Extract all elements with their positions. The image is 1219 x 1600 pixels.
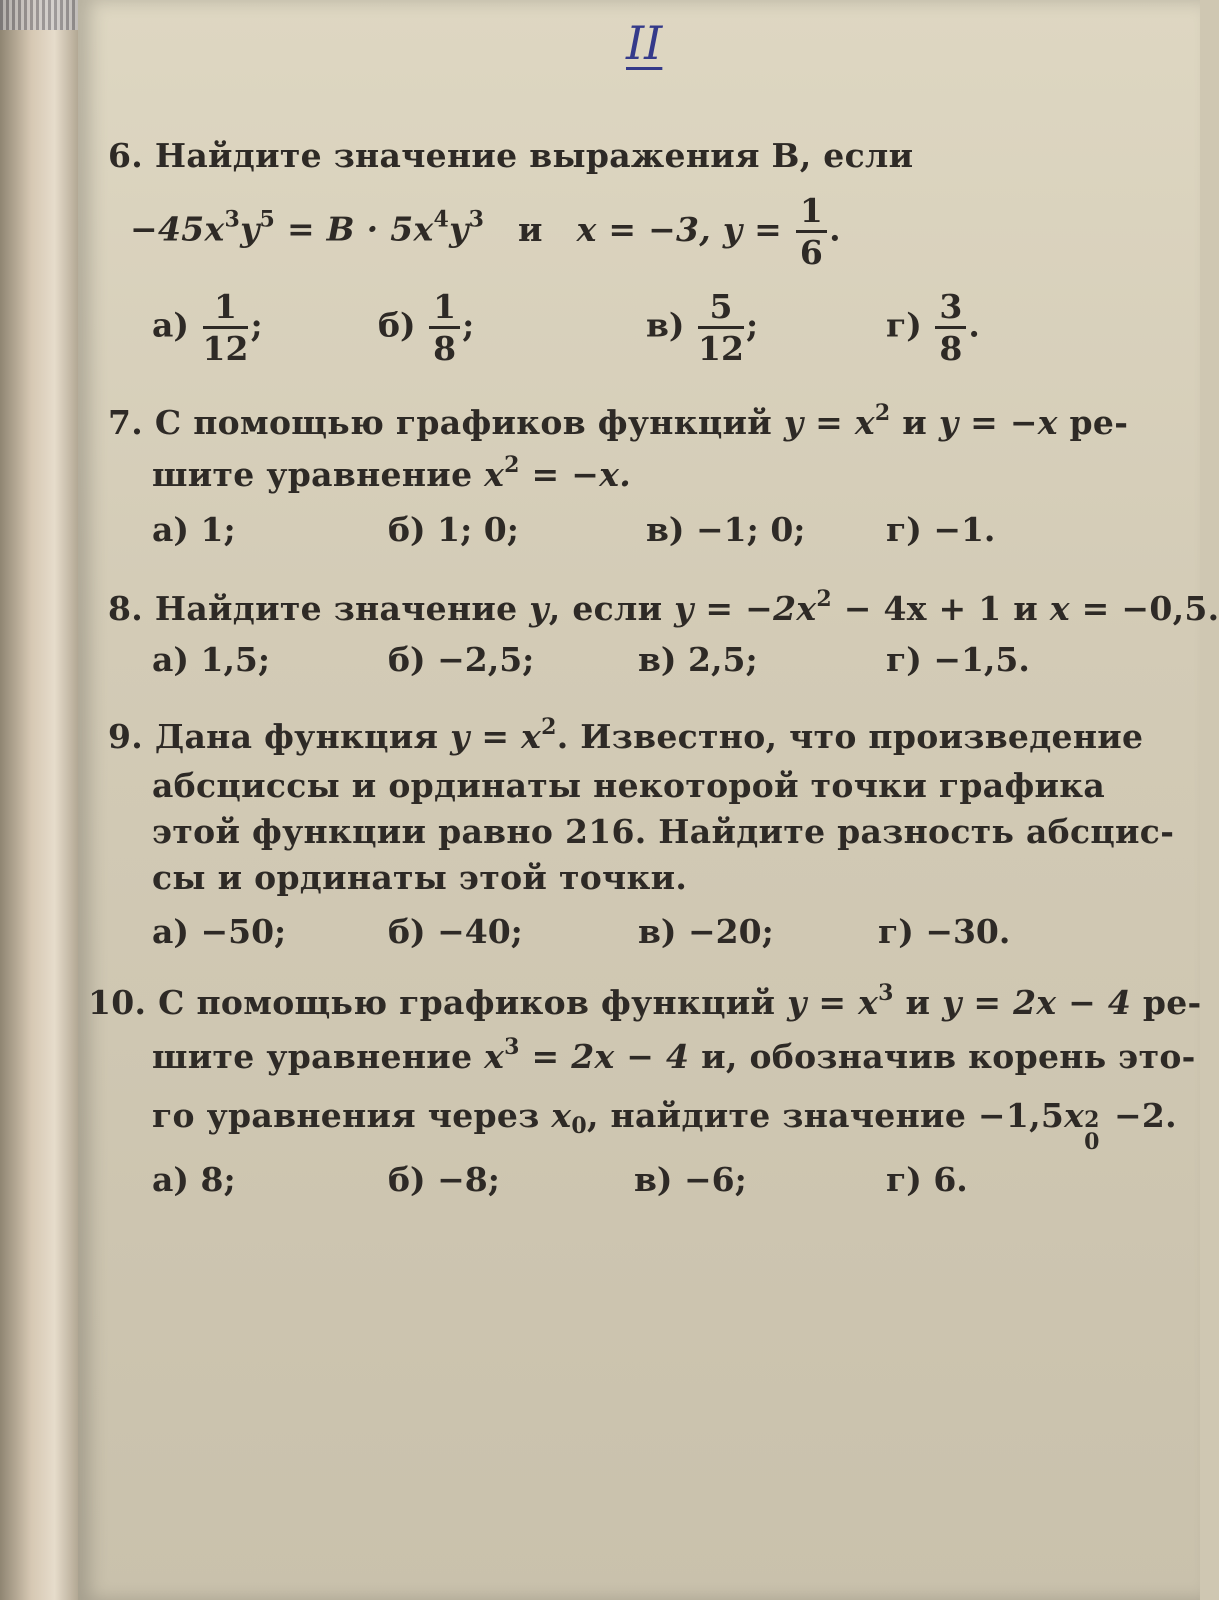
q6-eq-mid: = B · 5x	[275, 209, 434, 249]
q8-option-d: г) −1,5.	[886, 640, 1030, 679]
q9-line-1: 9. Дана функция $y = x^2$. Известно, что произведение	[108, 714, 1144, 756]
q10-option-b: б) −8;	[388, 1160, 500, 1199]
q9-number: 9.	[108, 717, 144, 756]
q6-eq-end: .	[829, 209, 841, 249]
q9-option-a: а) −50;	[152, 912, 287, 951]
q10-line-3: го уравнения через $x_0$, найдите значение −1,5x 2 0 −2.	[152, 1096, 1177, 1155]
adjacent-page-edge	[0, 0, 78, 1600]
q10-option-c: в) −6;	[634, 1160, 747, 1199]
textbook-page	[78, 0, 1219, 1600]
page-edge-pattern	[0, 0, 78, 30]
q8-option-b: б) −2,5;	[388, 640, 535, 679]
q8-option-c: в) 2,5;	[638, 640, 758, 679]
q6-option-b: б) $\frac{1}{8}$ ;	[378, 287, 475, 368]
q7-line-2: шите уравнение $x^2 = -x$.	[152, 452, 631, 494]
q9-line-2: абсциссы и ординаты некоторой точки графика	[152, 766, 1106, 805]
q6-eq-exp2: 5	[259, 206, 276, 233]
q6-option-c: в) $\frac{5}{12}$ ;	[646, 287, 759, 368]
q6-eq-y2: y	[449, 209, 469, 249]
q7-option-c: в) −1; 0;	[646, 510, 806, 549]
q6-eq-exp4: 3	[468, 206, 485, 233]
q9-line-4: сы и ординаты этой точки.	[152, 858, 688, 897]
q9-option-c: в) −20;	[638, 912, 774, 951]
q7-number: 7.	[108, 403, 144, 442]
q6-eq-exp1: 3	[224, 206, 241, 233]
q8-number: 8.	[108, 589, 144, 628]
q6-title-line	[108, 136, 913, 175]
q6-equation	[130, 191, 841, 272]
q10-line-2: шите уравнение $x^3 = 2x - 4$ и, обозначив корень это-	[152, 1034, 1196, 1076]
q6-eq-x: x = −3, y =	[576, 209, 783, 249]
q8-option-a: а) 1,5;	[152, 640, 271, 679]
q10-line-1: 10. С помощью графиков функций $y = x^3$ и y = 2x − 4 ре-	[88, 980, 1202, 1022]
q10-option-d: г) 6.	[886, 1160, 968, 1199]
q6-eq-and: и	[517, 209, 543, 249]
q7-line-1: 7. С помощью графиков функций $y = x^2$ и y = −x ре-	[108, 400, 1129, 442]
q6-eq-exp3: 4	[433, 206, 450, 233]
q10-number: 10.	[88, 983, 147, 1022]
q9-option-d: г) −30.	[878, 912, 1011, 951]
q6-option-d: г) $\frac{3}{8}$ .	[886, 287, 980, 368]
handwritten-roman-numeral: II	[626, 16, 663, 70]
q6-eq-fraction: $\frac{1}{6}$	[796, 194, 827, 269]
q9-line-3: этой функции равно 216. Найдите разность абсцис-	[152, 812, 1175, 851]
q6-number: 6.	[108, 136, 144, 175]
q9-option-b: б) −40;	[388, 912, 523, 951]
q8-line-1: 8. Найдите значение y, если $y = -2x^2 - 4x + 1$ и x = −0,5.	[108, 586, 1219, 628]
q6-eq-left: −45x	[130, 209, 225, 249]
q7-option-b: б) 1; 0;	[388, 510, 519, 549]
q7-option-a: а) 1;	[152, 510, 236, 549]
q6-option-a: а) $\frac{1}{12}$ ;	[152, 287, 263, 368]
q7-option-d: г) −1.	[886, 510, 996, 549]
q6-eq-y: y	[240, 209, 260, 249]
q6-title: Найдите значение выражения B, если	[154, 136, 914, 175]
q10-option-a: а) 8;	[152, 1160, 236, 1199]
